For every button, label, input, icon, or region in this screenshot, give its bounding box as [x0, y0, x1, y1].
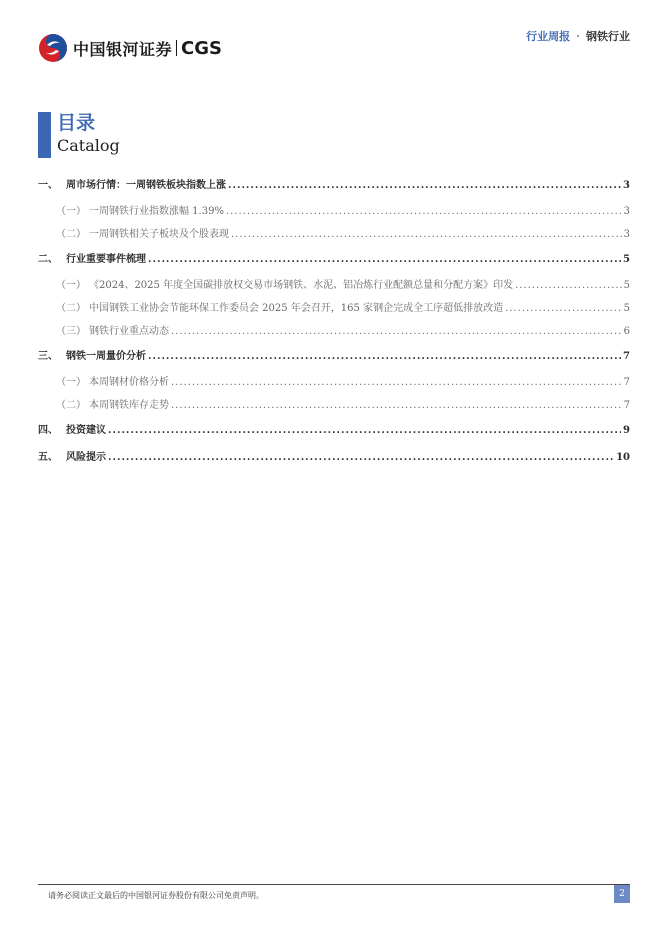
toc-page-number: 3	[623, 180, 630, 191]
toc-title: 一周钢铁相关子板块及个股表现	[89, 229, 229, 240]
page-subtitle: Catalog	[57, 136, 120, 155]
toc-page-number: 7	[623, 351, 630, 362]
toc-subentry[interactable]	[38, 371, 630, 394]
toc-title: 周市场行情：一周钢铁板块指数上涨	[66, 180, 226, 191]
toc-title: 风险提示	[66, 452, 106, 463]
cgs-logo-icon	[38, 33, 68, 63]
toc-leader-dots	[171, 320, 622, 343]
toc-entry[interactable]	[38, 444, 630, 471]
toc-leader-dots	[148, 246, 621, 273]
toc-subentry[interactable]	[38, 394, 630, 417]
toc-leader-dots	[108, 444, 614, 471]
toc-number: 二、	[38, 254, 58, 265]
report-type: 行业周报	[526, 30, 571, 43]
toc-subentry[interactable]	[38, 274, 630, 297]
toc-page-number: 7	[623, 377, 630, 388]
page-number: 2	[614, 885, 630, 903]
toc-title: 中国钢铁工业协会节能环保工作委员会 2025 年会召开，165 家钢企完成全工序超低排放改造	[89, 303, 504, 314]
toc-subentry[interactable]	[38, 297, 630, 320]
toc-leader-dots	[505, 297, 622, 320]
toc-leader-dots	[171, 371, 622, 394]
toc-entry[interactable]	[38, 246, 630, 273]
footer-divider	[38, 884, 630, 885]
toc-title: 行业重要事件梳理	[66, 254, 146, 265]
toc-leader-dots	[148, 343, 621, 370]
toc-number: （三）	[56, 326, 86, 337]
toc-page-number: 5	[623, 280, 630, 291]
toc-number: （二）	[56, 400, 86, 411]
toc-page-number: 3	[623, 206, 630, 217]
toc-leader-dots	[226, 200, 622, 223]
toc-leader-dots	[515, 274, 622, 297]
report-sector: 钢铁行业	[586, 30, 630, 43]
toc-subentry[interactable]	[38, 223, 630, 246]
logo-divider	[176, 40, 177, 56]
toc-page-number: 10	[616, 452, 630, 463]
toc-number: 三、	[38, 351, 58, 362]
company-logo	[38, 33, 222, 63]
title-accent-bar	[38, 112, 51, 158]
toc-number: （二）	[56, 303, 86, 314]
toc-leader-dots	[171, 394, 622, 417]
toc-title: 一周钢铁行业指数涨幅 1.39%	[89, 206, 224, 217]
toc-subentry[interactable]	[38, 200, 630, 223]
toc-entry[interactable]	[38, 172, 630, 199]
toc-title: 钢铁一周量价分析	[66, 351, 146, 362]
toc-page-number: 6	[623, 326, 630, 337]
toc-title: 投资建议	[66, 425, 106, 436]
toc-leader-dots	[108, 417, 621, 444]
toc-number: 一、	[38, 180, 58, 191]
toc-leader-dots	[228, 172, 621, 199]
toc-number: 五、	[38, 452, 58, 463]
toc-title: 钢铁行业重点动态	[89, 326, 169, 337]
toc-entry[interactable]	[38, 343, 630, 370]
toc-title: 本周钢铁库存走势	[89, 400, 169, 411]
toc-number: 四、	[38, 425, 58, 436]
toc-title: 《2024、2025 年度全国碳排放权交易市场钢铁、水泥、铝冶炼行业配额总量和分配方案》印发	[89, 280, 514, 291]
toc-page-number: 5	[623, 303, 630, 314]
report-header	[526, 28, 630, 44]
table-of-contents	[38, 172, 630, 471]
header-separator: ·	[576, 29, 580, 43]
toc-number: （二）	[56, 229, 86, 240]
toc-entry[interactable]	[38, 417, 630, 444]
logo-text: 中国银河证券	[73, 39, 173, 59]
toc-number: （一）	[56, 377, 86, 388]
toc-page-number: 3	[623, 229, 630, 240]
toc-number: （一）	[56, 280, 86, 291]
toc-subentry[interactable]	[38, 320, 630, 343]
toc-page-number: 7	[623, 400, 630, 411]
logo-abbr: CGS	[181, 37, 222, 59]
footer-disclaimer: 请务必阅读正文最后的中国银河证券股份有限公司免责声明。	[48, 891, 264, 900]
toc-leader-dots	[231, 223, 622, 246]
toc-number: （一）	[56, 206, 86, 217]
toc-page-number: 5	[623, 254, 630, 265]
toc-title: 本周钢材价格分析	[89, 377, 169, 388]
page-title: 目录	[57, 112, 96, 134]
toc-page-number: 9	[623, 425, 630, 436]
